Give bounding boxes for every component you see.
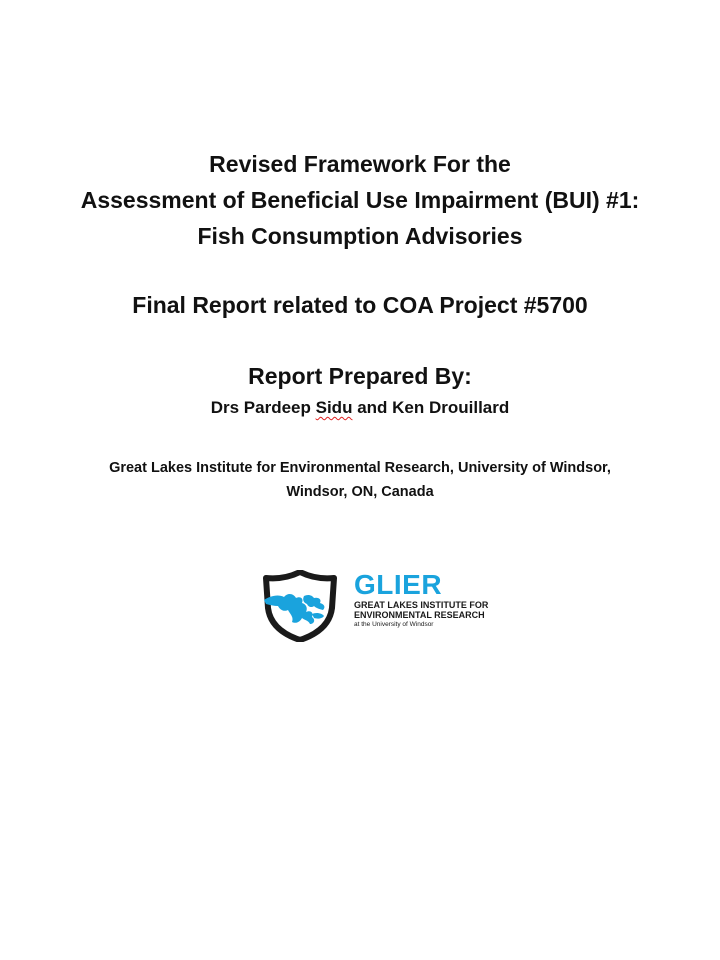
title-line-2: Assessment of Beneficial Use Impairment (BUI) #1: xyxy=(80,187,640,213)
authors-prefix: Drs Pardeep xyxy=(210,398,316,417)
authors-suffix: and Ken Drouillard xyxy=(352,398,510,417)
final-report-line: Final Report related to COA Project #5700 xyxy=(132,292,588,318)
glier-name: GLIER xyxy=(354,569,443,600)
authors-flagged-word: Sidu xyxy=(315,398,353,417)
title-line-1: Revised Framework For the xyxy=(209,151,511,177)
institute-affiliation xyxy=(0,456,720,504)
authors-line xyxy=(0,394,720,422)
institute-line-1: Great Lakes Institute for Environmental Research, University of Windsor, xyxy=(109,460,611,476)
glier-wordmark xyxy=(354,570,504,629)
glier-subtitle-line-2: ENVIRONMENTAL RESEARCH xyxy=(354,610,485,620)
report-title xyxy=(0,146,720,254)
glier-tagline: at the University of Windsor xyxy=(354,621,434,628)
glier-subtitle-line-1: GREAT LAKES INSTITUTE FOR xyxy=(354,600,489,610)
title-line-3: Fish Consumption Advisories xyxy=(197,223,523,249)
institute-line-2: Windsor, ON, Canada xyxy=(286,484,434,500)
great-lakes-shield-icon xyxy=(262,570,338,642)
prepared-by-heading: Report Prepared By: xyxy=(248,363,472,389)
glier-logo xyxy=(262,570,502,645)
